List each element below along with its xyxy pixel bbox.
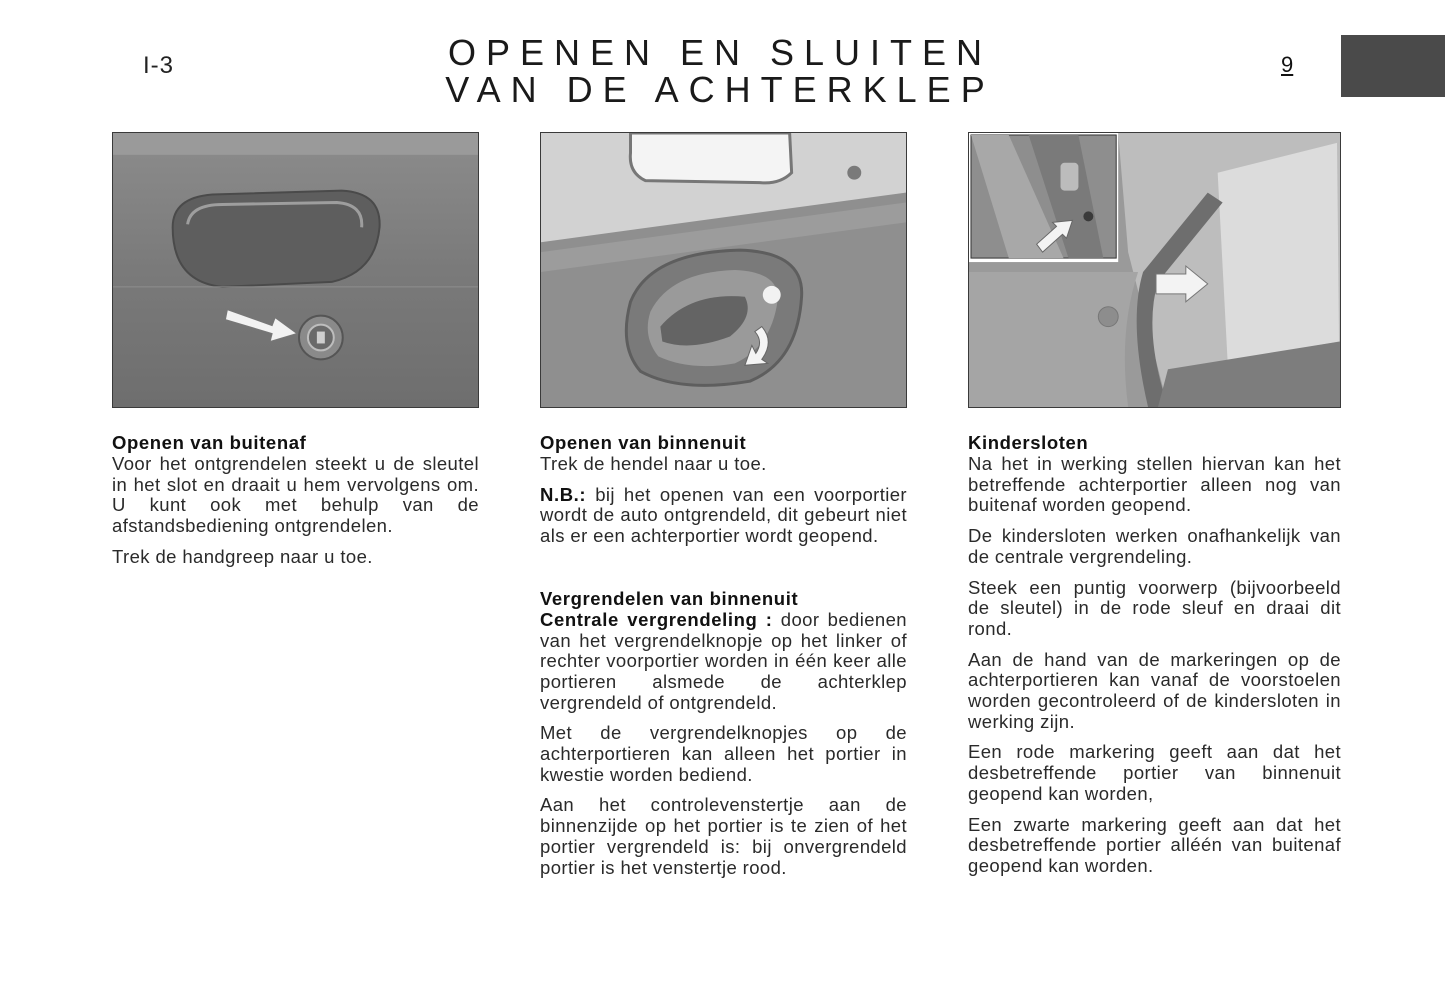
nb-text: bij het openen van een voorportier wordt de auto ontgrendeld, dit gebeurt niet als er een achterportier wordt geopend. — [540, 483, 907, 547]
paragraph: Steek een puntig voorwerp (bijvoorbeeld de sleutel) in de rode sleuf en draai dit rond. — [968, 576, 1341, 639]
heading-vergrendelen-binnenuit: Vergrendelen van binnenuit — [540, 587, 799, 609]
column-exterior — [112, 432, 479, 578]
central-locking-text: door bedienen van het vergrendelknopje op het linker of rechter voorportier worden in één keer alle portieren alsmede de achterklep vergrendeld of ontgrendeld. — [540, 608, 907, 713]
paragraph: Een rode markering geeft aan dat het desbetreffende portier van binnenuit geopend kan worden, — [968, 741, 1341, 804]
child-lock-illustration — [969, 133, 1340, 407]
title-line-1: OPENEN EN SLUITEN — [447, 32, 993, 73]
section-tab — [1341, 35, 1445, 97]
column-child-locks — [968, 432, 1341, 887]
title-line-2: VAN DE ACHTERKLEP — [445, 69, 995, 110]
heading-kindersloten: Kindersloten — [968, 432, 1089, 453]
spacer — [540, 557, 907, 588]
heading-openen-buitenaf: Openen van buitenaf — [112, 432, 307, 453]
page-number: 9 — [1281, 52, 1294, 77]
nb-label: N.B.: — [540, 483, 587, 505]
page-code: I-3 — [143, 52, 175, 79]
photo-interior-handle — [540, 132, 907, 408]
paragraph: De kindersloten werken onafhankelijk van de centrale vergrendeling. — [968, 525, 1341, 567]
interior-handle-illustration — [541, 133, 906, 407]
paragraph: Een zwarte markering geeft aan dat het desbetreffende portier alléén van buitenaf geopend kan worden. — [968, 813, 1341, 876]
paragraph: Aan het controlevenstertje aan de binnenzijde op het portier is te zien of het portier vergrendeld is: bij onvergrendeld portier is het venstertje rood. — [540, 794, 907, 878]
exterior-handle-illustration — [113, 133, 478, 407]
paragraph: Voor het ontgrendelen steekt u de sleutel in het slot en draait u hem vervolgens om. U kunt ook met behulp van de afstandsbediening ontgrendelen. — [112, 453, 479, 537]
paragraph: Trek de hendel naar u toe. — [540, 453, 767, 474]
column-interior — [540, 432, 907, 888]
photo-exterior-handle — [112, 132, 479, 408]
central-locking-paragraph — [540, 610, 907, 714]
paragraph: Met de vergrendelknopjes op de achterportieren kan alleen het portier in kwestie worden bediend. — [540, 722, 907, 785]
paragraph: Trek de handgreep naar u toe. — [112, 545, 373, 567]
paragraph: Aan de hand van de markeringen op de achterportieren kan vanaf de voorstoelen worden gecontroleerd of de kindersloten in werking zijn. — [968, 648, 1341, 732]
nb-paragraph — [540, 485, 907, 547]
central-locking-label: Centrale vergrendeling : — [540, 608, 773, 630]
heading-openen-binnenuit: Openen van binnenuit — [540, 432, 747, 453]
photo-child-locks — [968, 132, 1341, 408]
paragraph: Na het in werking stellen hiervan kan het betreffende achterportier alleen nog van buitenaf worden geopend. — [968, 453, 1341, 516]
page-title — [380, 34, 1060, 108]
